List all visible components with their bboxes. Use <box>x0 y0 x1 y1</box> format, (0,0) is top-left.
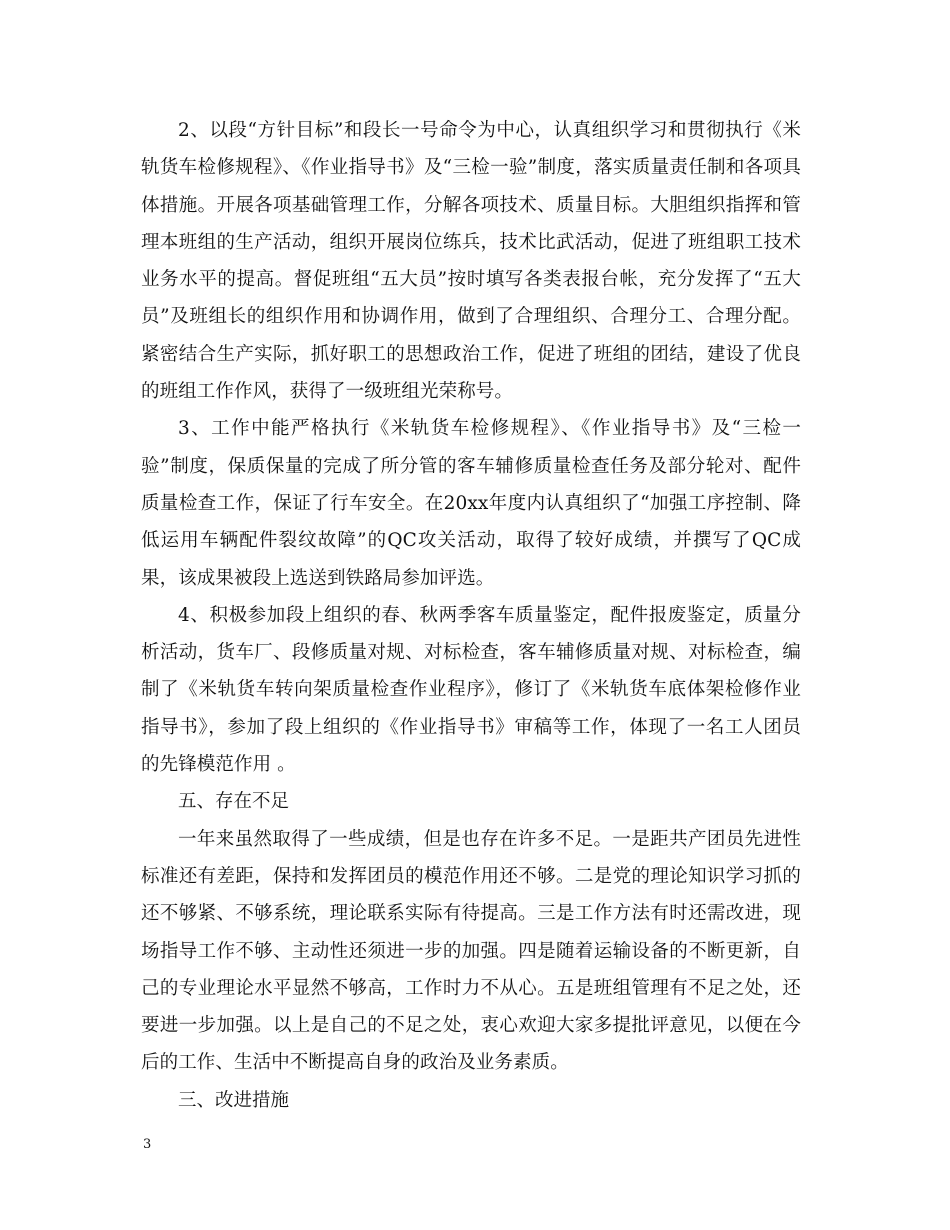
section-heading-improvements: 三、改进措施 <box>178 1089 290 1111</box>
section-heading-shortcomings: 五、存在不足 <box>178 791 290 813</box>
paragraph-shortcomings: 一年来虽然取得了一些成绩，但是也存在许多不足。一是距共产团员先进性标准还有差距，保持和发挥团员的模范作用还不够。二是党的理论知识学习抓的还不够紧、不够系统，理论联系实际有待提高。三是工作方法有时还需改进，现场指导工作不够、主动性还须进一步的加强。四是随着运输设备的不断更新，自己的专业理论水平显然不够高，工作时力不从心。五是班组管理有不足之处，还要进一步加强。以上是自己的不足之处，衷心欢迎大家多提批评意见，以便在今后的工作、生活中不断提高自身的政治及业务素质。 <box>141 828 801 1074</box>
page-number: 3 <box>143 1137 152 1152</box>
paragraph-item-2: 2、以段“方针目标”和段长一号命令为中心，认真组织学习和贯彻执行《米轨货车检修规程》、《作业指导书》及“三检一验”制度，落实质量责任制和各项具体措施。开展各项基础管理工作，分解各项技术、质量目标。大胆组织指挥和管理本班组的生产活动，组织开展岗位练兵，技术比武活动，促进了班组职工技术业务水平的提高。督促班组“五大员”按时填写各类表报台帐，充分发挥了“五大员”及班组长的组织作用和协调作用，做到了合理组织、合理分工、合理分配。紧密结合生产实际，抓好职工的思想政治工作，促进了班组的团结，建设了优良的班组工作作风，获得了一级班组光荣称号。 <box>141 120 801 403</box>
paragraph-item-3: 3、工作中能严格执行《米轨货车检修规程》、《作业指导书》及“三检一验”制度，保质保量的完成了所分管的客车辅修质量检查任务及部分轮对、配件质量检查工作，保证了行车安全。在20xx年度内认真组织了“加强工序控制、降低运用车辆配件裂纹故障”的QC攻关活动，取得了较好成绩，并撰写了QC成果，该成果被段上选送到铁路局参加评选。 <box>141 418 801 589</box>
document-body <box>141 112 801 1119</box>
paragraph-item-4: 4、积极参加段上组织的春、秋两季客车质量鉴定，配件报废鉴定，质量分析活动，货车厂、段修质量对规、对标检查，客车辅修质量对规、对标检查，编制了《米轨货车转向架质量检查作业程序》，修订了《米轨货车底体架检修作业指导书》，参加了段上组织的《作业指导书》审稿等工作，体现了一名工人团员的先锋模范作用 。 <box>141 604 801 776</box>
